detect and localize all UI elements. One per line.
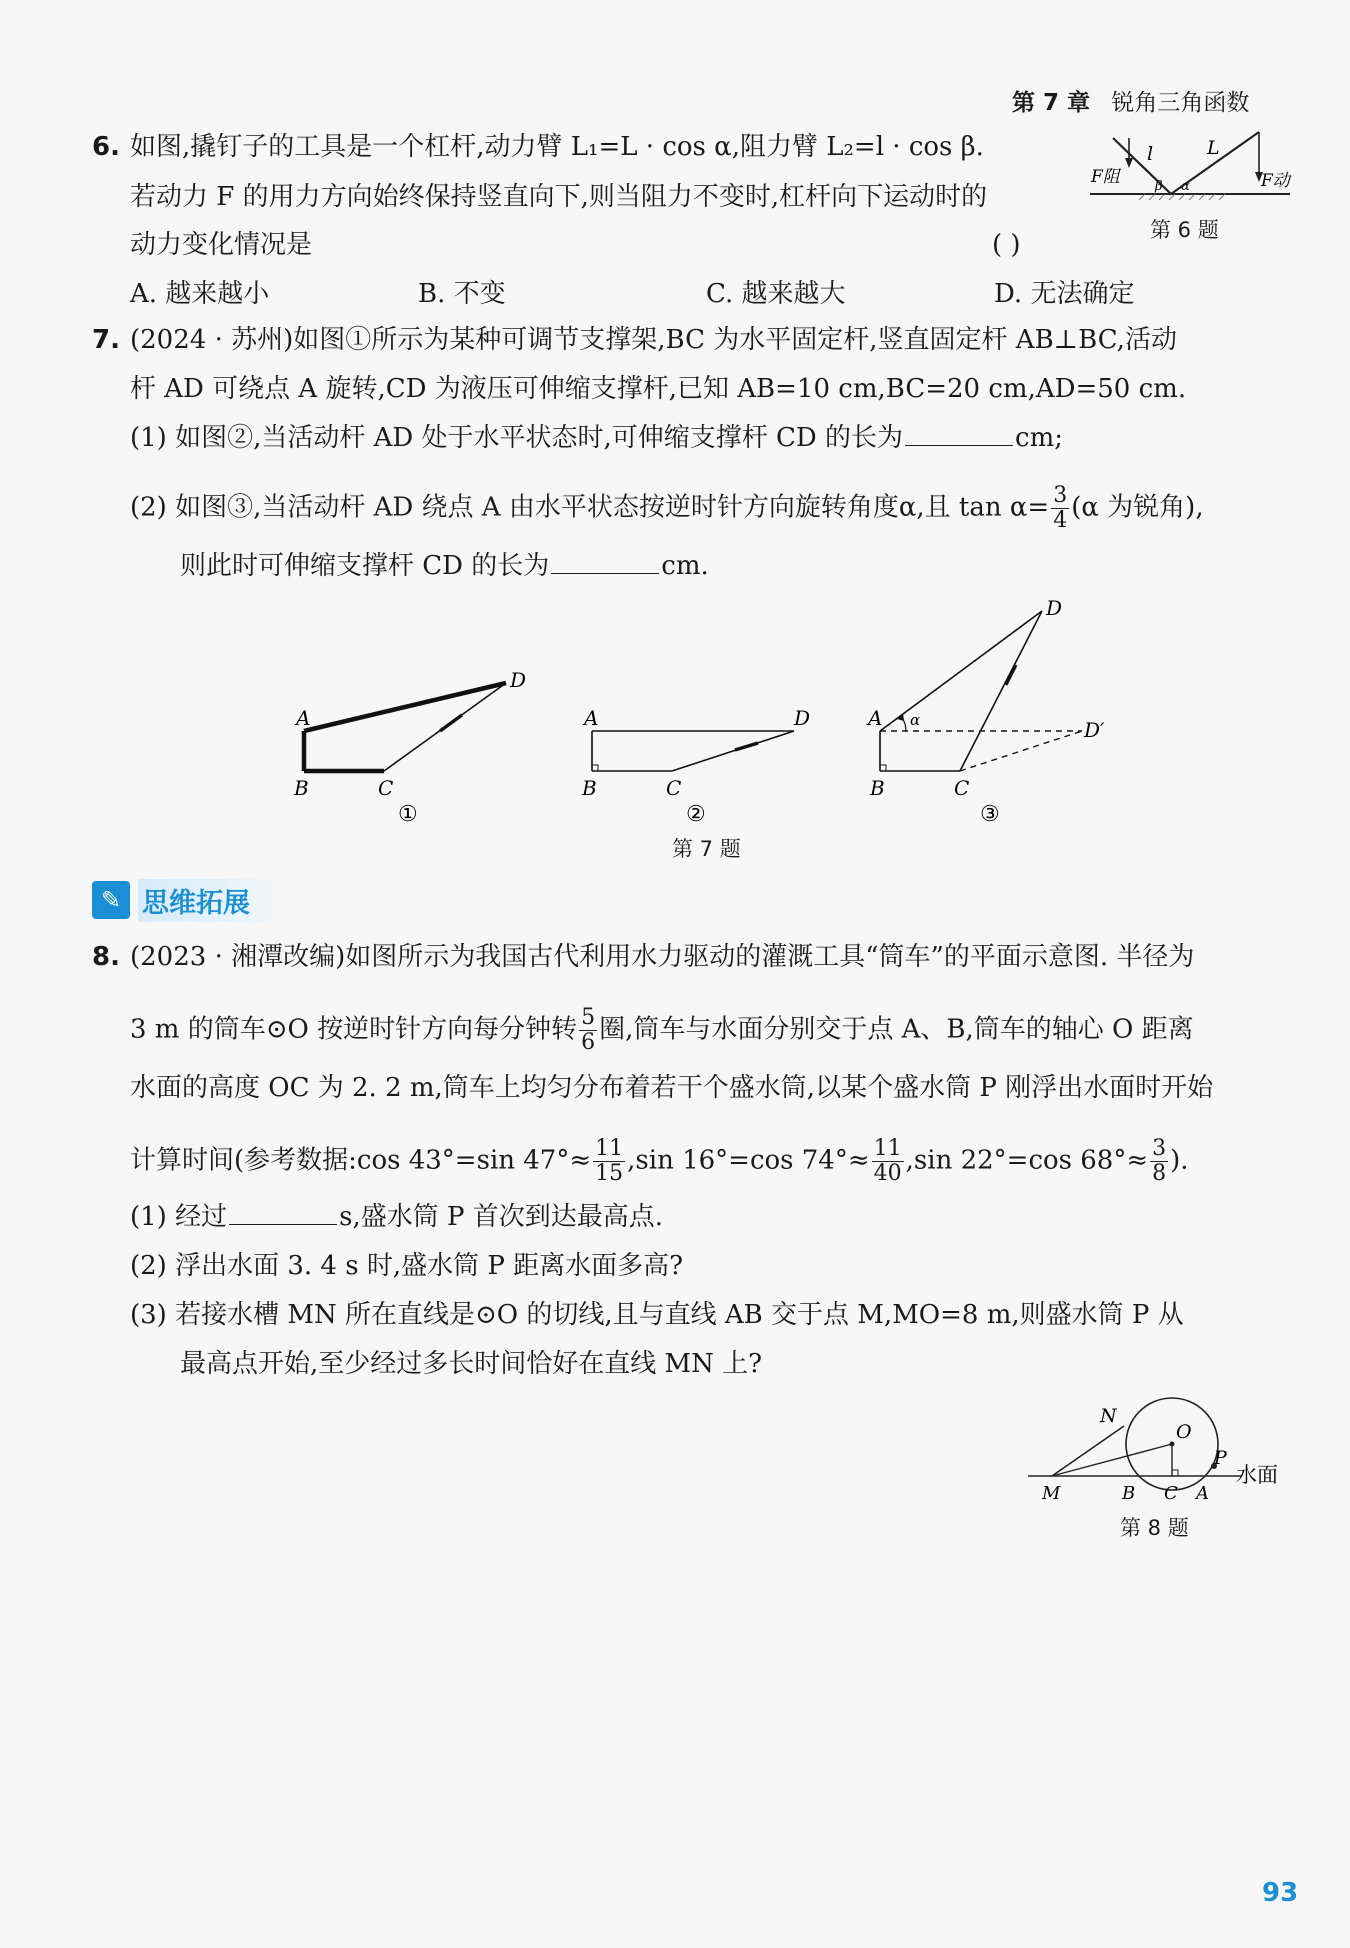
q7-fig2-sublabel: ② — [686, 802, 706, 827]
q7-fig2-label-b: B — [582, 776, 597, 800]
q7-fig1-label-d: D — [510, 668, 527, 692]
q7-figure-2 — [581, 706, 810, 827]
q7-part-2-unit: cm. — [661, 551, 709, 581]
chapter-title: 锐角三角函数 — [1111, 90, 1250, 116]
q7-figure-caption: 第 7 题 — [672, 837, 741, 861]
q7-fig3-label-b: B — [870, 776, 885, 800]
q6-label-l-big: L — [1207, 137, 1220, 159]
q6-label-alpha: α — [1181, 179, 1190, 194]
q8-line-4-text-a: 计算时间(参考数据:cos 43°=sin 47°≈ — [130, 1145, 592, 1176]
q7-number: 7. — [92, 325, 120, 355]
q8-fraction-rate-numerator: 5 — [581, 1005, 596, 1030]
q8-line-4-text-b: ,sin 16°=cos 74°≈ — [627, 1145, 870, 1176]
q7-fig2-label-a: A — [584, 706, 599, 730]
q6-option-b: B. 不变 — [418, 279, 506, 309]
q8-part-2: (2) 浮出水面 3. 4 s 时,盛水筒 P 距离水面多高? — [130, 1251, 684, 1281]
pencil-icon: ✎ — [92, 881, 130, 919]
q7-line-1: (2024 · 苏州)如图①所示为某种可调节支撑架,BC 为水平固定杆,竖直固定杆 AB⊥BC,活动 — [130, 325, 1177, 355]
q8-number: 8. — [92, 942, 120, 972]
q8-label-n: N — [1100, 1405, 1117, 1427]
q8-fraction-2-denominator: 40 — [873, 1161, 902, 1186]
q7-part-2-line-2 — [180, 549, 709, 583]
q7-figure-1 — [293, 668, 526, 827]
q8-line-2 — [130, 1006, 1194, 1055]
q8-part-1-text: (1) 经过 — [130, 1202, 228, 1232]
q8-part-1-tail: s,盛水筒 P 首次到达最高点. — [339, 1202, 664, 1232]
q6-option-a: A. 越来越小 — [130, 279, 270, 309]
q7-fig1-label-b: B — [294, 776, 309, 800]
q8-line-1: (2023 · 湘潭改编)如图所示为我国古代利用水力驱动的灌溉工具“筒车”的平面示意图. 半径为 — [130, 942, 1195, 972]
q7-fraction-numerator: 3 — [1053, 483, 1068, 508]
q7-fraction-denominator: 4 — [1053, 508, 1068, 533]
q8-part-3-line-1: (3) 若接水槽 MN 所在直线是⊙O 的切线,且与直线 AB 交于点 M,MO=8 m,则盛水筒 P 从 — [130, 1300, 1184, 1330]
q8-fraction-rate — [579, 1006, 597, 1055]
q8-part-3-line-2: 最高点开始,至少经过多长时间恰好在直线 MN 上? — [180, 1349, 763, 1379]
q6-label-l-small: l — [1147, 143, 1154, 165]
q8-fraction-1-denominator: 15 — [595, 1161, 624, 1186]
q8-label-c: C — [1164, 1483, 1178, 1504]
q8-label-p: P — [1214, 1447, 1227, 1469]
q7-fig3-label-alpha: α — [910, 711, 921, 729]
q6-label-f-dong: F动 — [1261, 171, 1290, 191]
q8-label-water: 水面 — [1236, 1463, 1278, 1487]
q7-fig1-label-c: C — [378, 776, 394, 800]
q8-line-4-text-d: ). — [1170, 1145, 1189, 1176]
q8-label-m: M — [1042, 1483, 1061, 1504]
q6-lever-figure — [1085, 130, 1295, 202]
q8-line-2-tail: 圈,筒车与水面分别交于点 A、B,筒车的轴心 O 距离 — [599, 1014, 1194, 1045]
q7-fig3-label-a: A — [868, 706, 883, 730]
q8-fraction-2-numerator: 11 — [873, 1136, 902, 1161]
q6-line-2: 若动力 F 的用力方向始终保持竖直向下,则当阻力不变时,杠杆向下运动时的 — [130, 182, 988, 212]
q7-fig3-label-c: C — [954, 776, 970, 800]
q6-option-d: D. 无法确定 — [994, 279, 1135, 309]
q8-fraction-3-denominator: 8 — [1152, 1161, 1167, 1186]
q8-line-2-text: 3 m 的筒车⊙O 按逆时针方向每分钟转 — [130, 1014, 578, 1045]
q8-part-1-blank[interactable] — [229, 1200, 337, 1225]
q7-fig2-label-c: C — [666, 776, 682, 800]
page-number: 93 — [1262, 1878, 1299, 1908]
q7-fraction — [1051, 484, 1069, 533]
q6-answer-paren: ( ) — [992, 230, 1021, 260]
q7-fig3-label-d-prime: D′ — [1084, 718, 1105, 742]
q6-number: 6. — [92, 132, 120, 162]
q8-line-4 — [130, 1137, 1189, 1186]
running-header — [1012, 84, 1249, 117]
q6-figure-caption: 第 6 题 — [1150, 218, 1219, 242]
q7-fig1-label-a: A — [296, 706, 311, 730]
q7-fig2-label-d: D — [794, 706, 811, 730]
q7-part-1-blank[interactable] — [905, 421, 1013, 446]
q7-part-2 — [130, 484, 1204, 533]
q7-part-1 — [130, 421, 1063, 455]
q7-line-2: 杆 AD 可绕点 A 旋转,CD 为液压可伸缩支撑杆,已知 AB=10 cm,BC=20 cm,AD=50 cm. — [130, 374, 1187, 404]
q8-part-1 — [130, 1200, 663, 1234]
q8-fraction-3-numerator: 3 — [1152, 1136, 1167, 1161]
q7-part-2-tail: (α 为锐角), — [1071, 492, 1204, 523]
q8-figure-caption: 第 8 题 — [1120, 1516, 1189, 1540]
q7-part-1-text: (1) 如图②,当活动杆 AD 处于水平状态时,可伸缩支撑杆 CD 的长为 — [130, 423, 904, 453]
q7-fig3-sublabel: ③ — [980, 802, 1000, 827]
q7-fig3-label-d: D — [1046, 596, 1063, 620]
q8-label-b: B — [1122, 1483, 1136, 1504]
q6-label-f-zu: F阻 — [1091, 167, 1120, 187]
q8-label-a: A — [1196, 1483, 1209, 1504]
q6-option-c: C. 越来越大 — [706, 279, 846, 309]
q8-line-4-text-c: ,sin 22°=cos 68°≈ — [905, 1145, 1149, 1176]
q7-figure-3 — [866, 596, 1105, 827]
q8-label-o: O — [1176, 1421, 1192, 1443]
q8-fraction-rate-denominator: 6 — [581, 1030, 596, 1055]
q6-line-3: 动力变化情况是 — [130, 230, 313, 260]
q8-fraction-2 — [872, 1137, 904, 1186]
q7-part-2-line-2-text: 则此时可伸缩支撑杆 CD 的长为 — [180, 551, 550, 581]
q7-part-2-blank[interactable] — [551, 549, 659, 574]
q7-fig1-sublabel: ① — [398, 802, 418, 827]
q6-line-1: 如图,撬钉子的工具是一个杠杆,动力臂 L₁=L · cos α,阻力臂 L₂=l · cos β. — [130, 132, 984, 162]
q8-line-3: 水面的高度 OC 为 2. 2 m,筒车上均匀分布着若干个盛水筒,以某个盛水筒 P 刚浮出水面时开始 — [130, 1073, 1214, 1103]
q6-label-beta: β — [1155, 179, 1163, 194]
q7-part-1-unit: cm; — [1015, 423, 1064, 453]
section-title: 思维拓展 — [138, 879, 290, 922]
q7-part-2-text: (2) 如图③,当活动杆 AD 绕点 A 由水平状态按逆时针方向旋转角度α,且 tan α= — [130, 492, 1050, 523]
section-header — [92, 878, 290, 922]
chapter-number: 第 7 章 — [1012, 90, 1091, 116]
q8-fraction-1-numerator: 11 — [595, 1136, 624, 1161]
q8-fraction-1 — [593, 1137, 625, 1186]
q8-fraction-3 — [1150, 1137, 1168, 1186]
q8-waterwheel-figure — [1020, 1392, 1300, 1512]
